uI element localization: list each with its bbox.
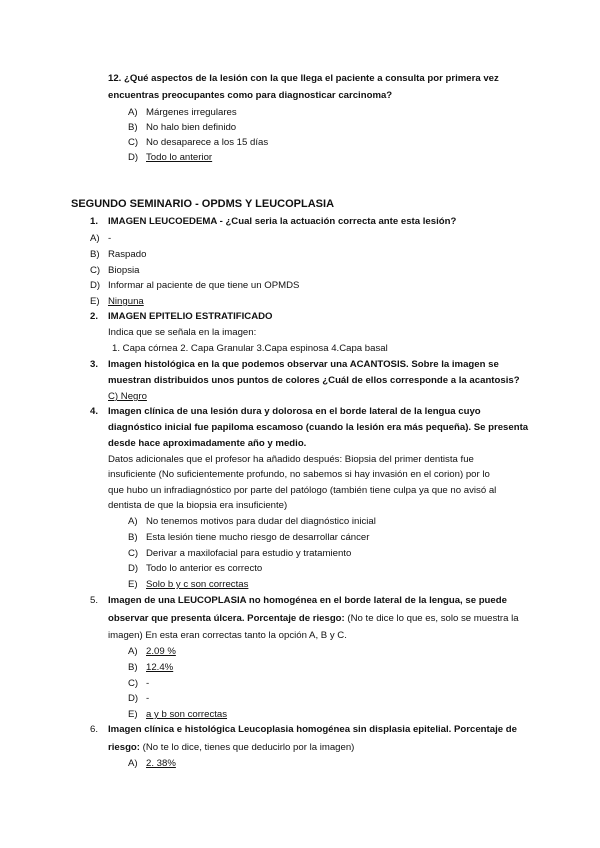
q1-opt-c-label: C) (90, 265, 101, 276)
q12-opt-c-label: C) (128, 137, 139, 148)
q1-question (108, 215, 456, 229)
q3-line2: muestran distribuidos unos puntos de colores ¿Cuál de ellos corresponde a la acantosis? (108, 375, 520, 386)
q4-number: 4. (90, 406, 99, 417)
q6-opt-a-label: A) (128, 758, 138, 769)
q1-bold: IMAGEN LEUCOEDEMA - (108, 216, 226, 227)
q6-number: 6. (90, 724, 99, 735)
q5-opt-c: - (146, 678, 150, 689)
q4-line3: desde hace aproximadamente año y medio. (108, 438, 307, 449)
q5-line1b: LEUCOPLASIA (177, 595, 247, 606)
q6-line2a: riesgo: (108, 742, 140, 753)
q1-opt-a: - (108, 233, 112, 244)
q2-title: IMAGEN EPITELIO ESTRATIFICADO (108, 311, 273, 322)
q4-line2: diagnóstico inicial fue papiloma escamoso (cuando la lesión era más pequeña). Se presenta (108, 422, 529, 433)
q3-line1 (108, 358, 499, 372)
q5-opt-d-label: D) (128, 693, 139, 704)
q4-opt-d: Todo lo anterior es correcto (146, 563, 263, 574)
q1-opt-e: Ninguna (108, 296, 144, 307)
q5-opt-a: 2.09 % (146, 646, 176, 657)
q12-opt-b: No halo bien definido (146, 122, 237, 133)
q5-line1c: no homogénea en el borde lateral de la lengua, se puede (246, 595, 507, 606)
q5-opt-b-label: B) (128, 662, 138, 673)
q4-opt-b-label: B) (128, 532, 138, 543)
q4-note4: dentista de que la biopsia era insuficiente) (108, 500, 288, 511)
q3-line1a: Imagen histológica en la que podemos observar una (108, 359, 350, 370)
q12-opt-b-label: B) (128, 122, 138, 133)
q6-line1: Imagen clínica e histológica Leucoplasia homogénea sin displasia epitelial. Porcentaje de (108, 724, 517, 735)
q4-note1: Datos adicionales que el profesor ha añadido después: Biopsia del primer dentista fue (108, 454, 474, 465)
q12-line1: 12. ¿Qué aspectos de la lesión con la que llega el paciente a consulta por primera vez (108, 73, 499, 84)
q5-opt-e: a y b son correctas (146, 709, 228, 720)
q2-number: 2. (90, 311, 99, 322)
q4-opt-c-label: C) (128, 548, 139, 559)
q3-line1b: ACANTOSIS. (349, 359, 409, 370)
q1-opt-c: Biopsia (108, 265, 140, 276)
q1-opt-d: Informar al paciente de que tiene un OPMDS (108, 280, 300, 291)
q5-line1 (108, 594, 507, 608)
q12-opt-a: Márgenes irregulares (146, 107, 237, 118)
q3-line1c: Sobre la imagen se (408, 359, 499, 370)
q5-opt-a-label: A) (128, 646, 138, 657)
q4-opt-b: Esta lesión tiene mucho riesgo de desarrollar cáncer (146, 532, 370, 543)
q6-opt-a: 2. 38% (146, 758, 176, 769)
q5-line3: imagen) En esta eran correctas tanto la opción A, B y C. (108, 630, 347, 641)
q4-opt-e-label: E) (128, 579, 138, 590)
q4-opt-a-label: A) (128, 516, 138, 527)
q6-line2 (108, 741, 354, 755)
q1-opt-b-label: B) (90, 249, 100, 260)
q4-opt-c: Derivar a maxilofacial para estudio y tratamiento (146, 548, 352, 559)
q4-note3: que hubo un infradiagnóstico por parte del patólogo (también tiene culpa ya que no avisó al (108, 485, 497, 496)
q1-opt-b: Raspado (108, 249, 147, 260)
q5-opt-d: - (146, 693, 150, 704)
q5-opt-e-label: E) (128, 709, 138, 720)
q12-line2: encuentras preocupantes como para diagnosticar carcinoma? (108, 90, 393, 101)
q5-line2b: (No te dice lo que es, solo se muestra la (344, 613, 519, 624)
q12-opt-d: Todo lo anterior (146, 152, 213, 163)
section-title: SEGUNDO SEMINARIO - OPDMS Y LEUCOPLASIA (71, 198, 335, 210)
q5-number: 5. (90, 595, 99, 606)
q5-opt-b: 12.4% (146, 662, 174, 673)
q12-opt-d-label: D) (128, 152, 139, 163)
q1-rest: ¿Cual seria la actuación correcta ante esta lesión? (225, 216, 457, 227)
q4-opt-d-label: D) (128, 563, 139, 574)
q1-number: 1. (90, 216, 99, 227)
q4-opt-a: No tenemos motivos para dudar del diagnóstico inicial (146, 516, 376, 527)
q3-number: 3. (90, 359, 99, 370)
q6-line2b: (No te lo dice, tienes que deducirlo por la imagen) (140, 742, 355, 753)
q12-opt-a-label: A) (128, 107, 138, 118)
q1-opt-e-label: E) (90, 296, 100, 307)
q5-opt-c-label: C) (128, 678, 139, 689)
q1-opt-d-label: D) (90, 280, 101, 291)
q5-line1a: Imagen de una (108, 595, 178, 606)
q1-opt-a-label: A) (90, 233, 100, 244)
q2-line2: 1. Capa córnea 2. Capa Granular 3.Capa espinosa 4.Capa basal (112, 343, 388, 354)
q4-line1: Imagen clínica de una lesión dura y dolorosa en el borde lateral de la lengua cuyo (108, 406, 481, 417)
q4-note2: insuficiente (No suficientemente profundo, no sabemos si hay invasión en el corion) por lo (108, 469, 490, 480)
q5-line2a: observar que presenta úlcera. Porcentaje de riesgo: (108, 613, 345, 624)
q5-line2 (108, 612, 519, 626)
q2-line1: Indica que se señala en la imagen: (108, 327, 257, 338)
q4-opt-e: Solo b y c son correctas (146, 579, 249, 590)
q12-opt-c: No desaparece a los 15 días (146, 137, 269, 148)
q3-answer: C) Negro (108, 391, 147, 402)
